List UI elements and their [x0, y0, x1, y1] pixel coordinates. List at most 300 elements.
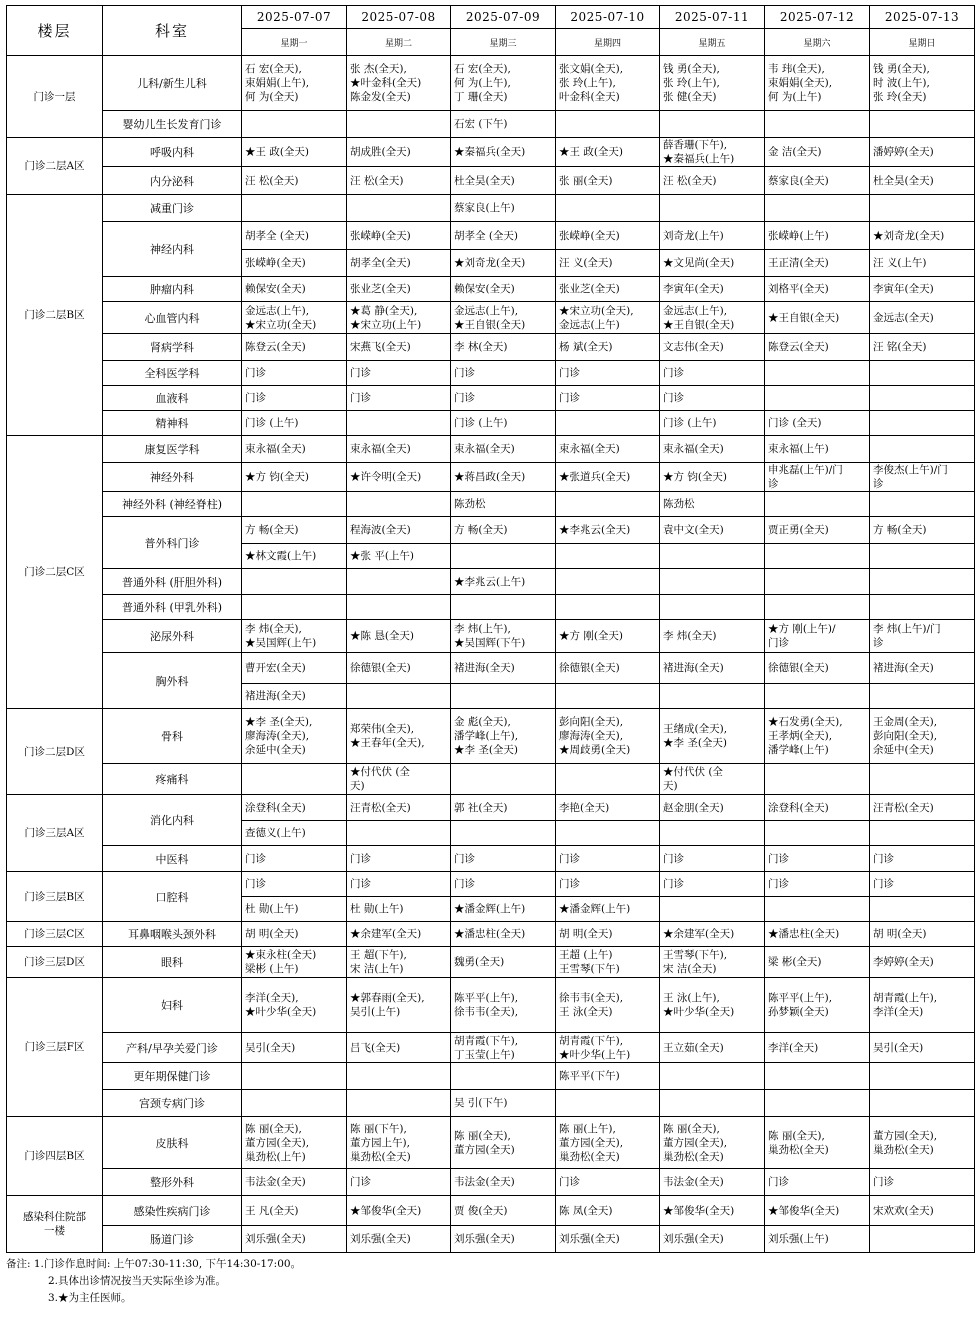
- doctor-cell: 汪 铭(全天): [870, 334, 975, 361]
- table-row: [7, 277, 975, 302]
- dept-cell: 内分泌科: [103, 167, 242, 195]
- doctor-cell: 陈登云(全天): [765, 334, 870, 361]
- doctor-cell: 门诊: [451, 386, 556, 411]
- doctor-cell: [870, 436, 975, 463]
- doctor-cell: 潘婷婷(全天): [870, 138, 975, 167]
- doctor-cell: 张业芝(全天): [556, 277, 660, 302]
- dept-cell: 肿瘤内科: [103, 277, 242, 302]
- floor-cell: 门诊三层C区: [7, 922, 103, 947]
- doctor-cell: 韦法金(全天): [660, 1169, 765, 1196]
- table-row: [7, 1033, 975, 1063]
- floor-cell: 门诊三层B区: [7, 872, 103, 922]
- dept-cell: 减重门诊: [103, 195, 242, 222]
- table-row: [7, 709, 975, 764]
- doctor-cell: [870, 764, 975, 795]
- doctor-cell: [347, 595, 451, 620]
- doctor-cell: 褚进海(全天): [242, 684, 347, 709]
- weekday-header: 星期一: [242, 29, 347, 56]
- dept-cell: 更年期保健门诊: [103, 1063, 242, 1090]
- doctor-cell: 李 炜(全天), ★吴国辉(上午): [242, 620, 347, 653]
- table-row: [7, 436, 975, 463]
- doctor-cell: [451, 1063, 556, 1090]
- doctor-cell: 吴引(全天): [870, 1033, 975, 1063]
- doctor-cell: 门诊 (上午): [242, 411, 347, 436]
- doctor-cell: ★邹俊华(全天): [347, 1196, 451, 1226]
- doctor-cell: [556, 111, 660, 138]
- doctor-cell: [242, 195, 347, 222]
- doctor-cell: 汪青松(全天): [870, 795, 975, 821]
- doctor-cell: 李寅年(全天): [660, 277, 765, 302]
- dept-cell: 婴幼儿生长发育门诊: [103, 111, 242, 138]
- doctor-cell: 陈 丽(全天), 董方园(全天), 巢劲松(上午): [242, 1117, 347, 1169]
- doctor-cell: 金远志(上午), ★宋立功(全天): [242, 302, 347, 334]
- dept-cell: 肾病学科: [103, 334, 242, 361]
- doctor-cell: 刘乐强(全天): [347, 1226, 451, 1253]
- doctor-cell: 门诊: [556, 872, 660, 897]
- doctor-cell: [347, 684, 451, 709]
- doctor-cell: 门诊 (全天): [765, 411, 870, 436]
- doctor-cell: 胡 明(全天): [556, 922, 660, 947]
- doctor-cell: 汪 义(全天): [556, 250, 660, 277]
- doctor-cell: ★李兆云(上午): [451, 569, 556, 595]
- doctor-cell: 门诊: [242, 872, 347, 897]
- table-row: [7, 846, 975, 872]
- doctor-cell: 汪 松(全天): [660, 167, 765, 195]
- doctor-cell: ★刘奇龙(全天): [870, 222, 975, 250]
- date-header: 2025-07-12: [765, 6, 870, 29]
- doctor-cell: [242, 492, 347, 517]
- doctor-cell: [660, 569, 765, 595]
- doctor-cell: 门诊: [556, 1169, 660, 1196]
- dept-cell: 口腔科: [103, 872, 242, 922]
- doctor-cell: 陈劲松: [451, 492, 556, 517]
- doctor-cell: 陈劲松: [660, 492, 765, 517]
- dept-cell: 耳鼻咽喉头颈外科: [103, 922, 242, 947]
- doctor-cell: 薛香珊(下午), ★秦福兵(上午): [660, 138, 765, 167]
- doctor-cell: 董方园(全天), 巢劲松(全天): [870, 1117, 975, 1169]
- doctor-cell: 李 炜(上午)/门 诊: [870, 620, 975, 653]
- dept-cell: 普通外科 (肝胆外科): [103, 569, 242, 595]
- doctor-cell: 褚进海(全天): [451, 653, 556, 684]
- doctor-cell: [765, 544, 870, 569]
- doctor-cell: 门诊: [242, 846, 347, 872]
- doctor-cell: 门诊 (上午): [660, 411, 765, 436]
- dept-cell: 儿科/新生儿科: [103, 56, 242, 111]
- doctor-cell: [556, 492, 660, 517]
- doctor-cell: 门诊: [660, 361, 765, 386]
- doctor-cell: 束永福(全天): [451, 436, 556, 463]
- doctor-cell: 束永福(全天): [242, 436, 347, 463]
- doctor-cell: 束永福(全天): [556, 436, 660, 463]
- doctor-cell: ★方 刚(全天): [556, 620, 660, 653]
- doctor-cell: [660, 111, 765, 138]
- table-row: [7, 111, 975, 138]
- doctor-cell: 张业芝(全天): [347, 277, 451, 302]
- doctor-cell: [765, 764, 870, 795]
- doctor-cell: [765, 111, 870, 138]
- floor-cell: 门诊二层A区: [7, 138, 103, 195]
- floor-cell: 门诊三层F区: [7, 978, 103, 1117]
- doctor-cell: ★邹俊华(全天): [660, 1196, 765, 1226]
- table-row: [7, 517, 975, 544]
- floor-cell: 门诊二层B区: [7, 195, 103, 436]
- doctor-cell: [870, 1226, 975, 1253]
- doctor-cell: 门诊: [451, 872, 556, 897]
- doctor-cell: [660, 544, 765, 569]
- floor-cell: 门诊三层D区: [7, 947, 103, 978]
- doctor-cell: 杜全昊(全天): [451, 167, 556, 195]
- doctor-cell: 胡青霞(下午), 丁玉莹(上午): [451, 1033, 556, 1063]
- doctor-cell: [451, 684, 556, 709]
- doctor-cell: 汪 松(全天): [242, 167, 347, 195]
- dept-cell: 精神科: [103, 411, 242, 436]
- table-row: [7, 872, 975, 897]
- doctor-cell: 王金周(全天), 彭向阳(全天), 余延中(全天): [870, 709, 975, 764]
- doctor-cell: ★余建军(全天): [347, 922, 451, 947]
- weekday-header: 星期四: [556, 29, 660, 56]
- doctor-cell: ★束永柱(全天) 梁彬 (上午): [242, 947, 347, 978]
- doctor-cell: 陈 丽(全天), 董方园(全天), 巢劲松(全天): [660, 1117, 765, 1169]
- doctor-cell: [870, 195, 975, 222]
- doctor-cell: 金远志(上午), ★王自银(全天): [660, 302, 765, 334]
- doctor-cell: 张文娟(全天), 张 玲(上午), 叶金科(全天): [556, 56, 660, 111]
- doctor-cell: 赖保安(全天): [451, 277, 556, 302]
- doctor-cell: 王绪成(全天), ★李 圣(全天): [660, 709, 765, 764]
- dept-cell: 骨科: [103, 709, 242, 764]
- doctor-cell: [556, 195, 660, 222]
- weekday-header: 星期五: [660, 29, 765, 56]
- doctor-cell: [347, 411, 451, 436]
- weekday-header: 星期三: [451, 29, 556, 56]
- doctor-cell: 金远志(上午), ★王自银(全天): [451, 302, 556, 334]
- doctor-cell: 陈平平(上午), 孙梦颖(全天): [765, 978, 870, 1033]
- doctor-cell: [347, 569, 451, 595]
- doctor-cell: [870, 821, 975, 846]
- note-line: 3.★为主任医师。: [48, 1292, 132, 1304]
- doctor-cell: 方 畅(全天): [870, 517, 975, 544]
- doctor-cell: ★秦福兵(全天): [451, 138, 556, 167]
- doctor-cell: 曹开宏(全天): [242, 653, 347, 684]
- doctor-cell: [451, 821, 556, 846]
- doctor-cell: ★石发勇(全天), 王孝炳(全天), 潘学峰(上午): [765, 709, 870, 764]
- doctor-cell: ★宋立功(全天), 金远志(上午): [556, 302, 660, 334]
- doctor-cell: ★蒋昌政(全天): [451, 463, 556, 492]
- doctor-cell: 汪 义(上午): [870, 250, 975, 277]
- doctor-cell: [870, 544, 975, 569]
- date-header: 2025-07-13: [870, 6, 975, 29]
- doctor-cell: 蔡家良(上午): [451, 195, 556, 222]
- doctor-cell: 贾正勇(全天): [765, 517, 870, 544]
- doctor-cell: 吴引(全天): [242, 1033, 347, 1063]
- doctor-cell: [765, 684, 870, 709]
- doctor-cell: 门诊: [556, 361, 660, 386]
- dept-cell: 疼痛科: [103, 764, 242, 795]
- doctor-cell: 刘乐强(上午): [765, 1226, 870, 1253]
- weekday-header: 星期二: [347, 29, 451, 56]
- doctor-cell: 郑荣伟(全天), ★王春年(全天),: [347, 709, 451, 764]
- doctor-cell: 宋欢欢(全天): [870, 1196, 975, 1226]
- dept-cell: 产科/早孕关爱门诊: [103, 1033, 242, 1063]
- doctor-cell: [347, 195, 451, 222]
- floor-cell: 门诊三层A区: [7, 795, 103, 872]
- dept-cell: 妇科: [103, 978, 242, 1033]
- doctor-cell: [870, 386, 975, 411]
- doctor-cell: [556, 595, 660, 620]
- doctor-cell: 门诊: [451, 361, 556, 386]
- dept-cell: 普通外科 (甲乳外科): [103, 595, 242, 620]
- doctor-cell: [347, 492, 451, 517]
- table-row: [7, 795, 975, 821]
- doctor-cell: ★李 圣(全天), 廖海涛(全天), 余延中(全天): [242, 709, 347, 764]
- doctor-cell: 彭向阳(全天), 廖海涛(全天), ★周歧勇(全天): [556, 709, 660, 764]
- table-row: [7, 222, 975, 250]
- doctor-cell: ★刘奇龙(全天): [451, 250, 556, 277]
- doctor-cell: 门诊: [765, 872, 870, 897]
- table-row: [7, 1063, 975, 1090]
- dept-cell: 胸外科: [103, 653, 242, 709]
- doctor-cell: 刘乐强(全天): [556, 1226, 660, 1253]
- doctor-cell: 陈 丽(上午), 董方园(全天), 巢劲松(全天): [556, 1117, 660, 1169]
- doctor-cell: 钱 勇(全天), 张 玲(上午), 张 健(全天): [660, 56, 765, 111]
- doctor-cell: [347, 1063, 451, 1090]
- table-row: [7, 1169, 975, 1196]
- doctor-cell: 涂登科(全天): [242, 795, 347, 821]
- doctor-cell: 门诊: [347, 386, 451, 411]
- dept-cell: 普外科门诊: [103, 517, 242, 569]
- doctor-cell: [556, 569, 660, 595]
- note-line: 2.具体出诊情况按当天实际坐诊为准。: [48, 1275, 227, 1287]
- doctor-cell: 梁 彬(全天): [765, 947, 870, 978]
- table-row: [7, 167, 975, 195]
- doctor-cell: 刘乐强(全天): [451, 1226, 556, 1253]
- table-row: [7, 569, 975, 595]
- doctor-cell: 王 凡(全天): [242, 1196, 347, 1226]
- doctor-cell: 汪 松(全天): [347, 167, 451, 195]
- doctor-cell: 徐德银(全天): [765, 653, 870, 684]
- doctor-cell: 赖保安(全天): [242, 277, 347, 302]
- doctor-cell: [347, 821, 451, 846]
- doctor-cell: ★方 刚(上午)/ 门诊: [765, 620, 870, 653]
- doctor-cell: 王超 (上午) 王雪琴(下午): [556, 947, 660, 978]
- doctor-cell: 查德义(上午): [242, 821, 347, 846]
- notes: [6, 1256, 301, 1307]
- dept-cell: 整形外科: [103, 1169, 242, 1196]
- date-header: 2025-07-07: [242, 6, 347, 29]
- doctor-cell: 徐韦韦(全天), 王 泳(全天): [556, 978, 660, 1033]
- floor-cell: 门诊二层C区: [7, 436, 103, 709]
- doctor-cell: 王 泳(上午), ★叶少华(全天): [660, 978, 765, 1033]
- doctor-cell: ★许令明(全天): [347, 463, 451, 492]
- doctor-cell: [660, 897, 765, 922]
- table-row: [7, 386, 975, 411]
- doctor-cell: 张嵘峥(上午): [765, 222, 870, 250]
- doctor-cell: [556, 544, 660, 569]
- doctor-cell: [242, 595, 347, 620]
- doctor-cell: ★王自银(全天): [765, 302, 870, 334]
- doctor-cell: 门诊: [556, 846, 660, 872]
- doctor-cell: 束永福(全天): [347, 436, 451, 463]
- doctor-cell: 门诊: [242, 361, 347, 386]
- doctor-cell: 王 超(下午), 宋 洁(上午): [347, 947, 451, 978]
- doctor-cell: ★郭春雨(全天), 吴引(上午): [347, 978, 451, 1033]
- doctor-cell: 郭 社(全天): [451, 795, 556, 821]
- table-row: [7, 653, 975, 684]
- doctor-cell: ★邹俊华(全天): [765, 1196, 870, 1226]
- doctor-cell: [870, 492, 975, 517]
- doctor-cell: [765, 386, 870, 411]
- doctor-cell: ★陈 恳(全天): [347, 620, 451, 653]
- date-header: 2025-07-09: [451, 6, 556, 29]
- table-row: [7, 138, 975, 167]
- date-header: 2025-07-08: [347, 6, 451, 29]
- schedule-table: [6, 5, 975, 1253]
- doctor-cell: 张嵘峥(全天): [556, 222, 660, 250]
- doctor-cell: [765, 361, 870, 386]
- floor-cell: 门诊四层B区: [7, 1117, 103, 1196]
- doctor-cell: 陈 丽(下午), 董方园上午), 巢劲松(全天): [347, 1117, 451, 1169]
- doctor-cell: 金 彪(全天), 潘学峰(上午), ★李 圣(全天): [451, 709, 556, 764]
- doctor-cell: 王正清(全天): [765, 250, 870, 277]
- dept-header: 科室: [103, 6, 242, 56]
- date-header: 2025-07-10: [556, 6, 660, 29]
- table-row: [7, 56, 975, 111]
- doctor-cell: [870, 684, 975, 709]
- doctor-cell: 文志伟(全天): [660, 334, 765, 361]
- doctor-cell: 门诊: [660, 386, 765, 411]
- doctor-cell: 陈登云(全天): [242, 334, 347, 361]
- doctor-cell: 金 洁(全天): [765, 138, 870, 167]
- doctor-cell: 赵金朋(全天): [660, 795, 765, 821]
- doctor-cell: [870, 111, 975, 138]
- doctor-cell: 袁中文(全天): [660, 517, 765, 544]
- doctor-cell: 石宏 (下午): [451, 111, 556, 138]
- doctor-cell: 门诊: [765, 1169, 870, 1196]
- note-line: 备注: 1.门诊作息时间: 上午07:30-11:30, 下午14:30-17:00。: [6, 1258, 302, 1270]
- doctor-cell: 门诊: [870, 872, 975, 897]
- doctor-cell: 门诊: [660, 872, 765, 897]
- doctor-cell: 方 畅(全天): [451, 517, 556, 544]
- doctor-cell: [870, 595, 975, 620]
- doctor-cell: 胡 明(全天): [870, 922, 975, 947]
- doctor-cell: 程海波(全天): [347, 517, 451, 544]
- doctor-cell: 门诊: [870, 846, 975, 872]
- dept-cell: 宫颈专病门诊: [103, 1090, 242, 1117]
- schedule-body: [7, 56, 975, 1253]
- doctor-cell: [556, 411, 660, 436]
- doctor-cell: ★方 钧(全天): [660, 463, 765, 492]
- dept-cell: 中医科: [103, 846, 242, 872]
- doctor-cell: 束永福(全天): [660, 436, 765, 463]
- doctor-cell: 张嵘峥(全天): [347, 222, 451, 250]
- doctor-cell: [242, 111, 347, 138]
- doctor-cell: 宋燕飞(全天): [347, 334, 451, 361]
- floor-cell: 门诊二层D区: [7, 709, 103, 795]
- doctor-cell: [347, 111, 451, 138]
- doctor-cell: [870, 1063, 975, 1090]
- doctor-cell: 陈平平(下午): [556, 1063, 660, 1090]
- doctor-cell: 束永福(上午): [765, 436, 870, 463]
- doctor-cell: [765, 897, 870, 922]
- schedule-container: [6, 5, 975, 1253]
- doctor-cell: 汪青松(全天): [347, 795, 451, 821]
- table-row: [7, 1117, 975, 1169]
- doctor-cell: ★潘金辉(上午): [556, 897, 660, 922]
- dept-cell: 全科医学科: [103, 361, 242, 386]
- doctor-cell: 门诊: [347, 872, 451, 897]
- dept-cell: 感染性疾病门诊: [103, 1196, 242, 1226]
- doctor-cell: ★张 平(上午): [347, 544, 451, 569]
- doctor-cell: 石 宏(全天), 何 为(上午), 丁 珊(全天): [451, 56, 556, 111]
- doctor-cell: 韦 玮(全天), 束娟娟(全天), 何 为(上午): [765, 56, 870, 111]
- dept-cell: 血液科: [103, 386, 242, 411]
- doctor-cell: 李寅年(全天): [870, 277, 975, 302]
- doctor-cell: 李俊杰(上午)/门 诊: [870, 463, 975, 492]
- doctor-cell: [660, 1090, 765, 1117]
- doctor-cell: 钱 勇(全天), 时 波(上午), 张 玲(全天): [870, 56, 975, 111]
- table-row: [7, 195, 975, 222]
- doctor-cell: 张 杰(全天), ★叶金科(全天) 陈金发(全天): [347, 56, 451, 111]
- dept-cell: 皮肤科: [103, 1117, 242, 1169]
- dept-cell: 消化内科: [103, 795, 242, 846]
- doctor-cell: 门诊: [347, 1169, 451, 1196]
- doctor-cell: 门诊: [451, 846, 556, 872]
- doctor-cell: 涂登科(全天): [765, 795, 870, 821]
- doctor-cell: ★潘忠柱(全天): [765, 922, 870, 947]
- doctor-cell: 徐德银(全天): [556, 653, 660, 684]
- doctor-cell: [765, 821, 870, 846]
- doctor-cell: 杜 勋(上午): [242, 897, 347, 922]
- doctor-cell: 胡孝全(全天): [347, 250, 451, 277]
- weekday-header: 星期日: [870, 29, 975, 56]
- doctor-cell: 李洋(全天), ★叶少华(全天): [242, 978, 347, 1033]
- date-header: 2025-07-11: [660, 6, 765, 29]
- table-row: [7, 334, 975, 361]
- dept-cell: 呼吸内科: [103, 138, 242, 167]
- table-row: [7, 922, 975, 947]
- doctor-cell: [765, 492, 870, 517]
- dept-cell: 神经外科: [103, 463, 242, 492]
- table-row: [7, 1226, 975, 1253]
- doctor-cell: 杨 斌(全天): [556, 334, 660, 361]
- doctor-cell: 胡青霞(上午), 李洋(全天): [870, 978, 975, 1033]
- doctor-cell: 胡孝全 (全天): [242, 222, 347, 250]
- doctor-cell: [660, 195, 765, 222]
- doctor-cell: 刘乐强(全天): [242, 1226, 347, 1253]
- doctor-cell: 吕飞(全天): [347, 1033, 451, 1063]
- doctor-cell: [556, 1090, 660, 1117]
- doctor-cell: [451, 544, 556, 569]
- floor-cell: 门诊一层: [7, 56, 103, 138]
- doctor-cell: 王立茹(全天): [660, 1033, 765, 1063]
- doctor-cell: 李洋(全天): [765, 1033, 870, 1063]
- doctor-cell: [556, 821, 660, 846]
- doctor-cell: 门诊: [660, 846, 765, 872]
- dept-cell: 康复医学科: [103, 436, 242, 463]
- doctor-cell: ★王 政(全天): [242, 138, 347, 167]
- doctor-cell: 陈平平(上午), 徐韦韦(全天),: [451, 978, 556, 1033]
- doctor-cell: [451, 595, 556, 620]
- doctor-cell: [870, 897, 975, 922]
- doctor-cell: 门诊: [242, 386, 347, 411]
- doctor-cell: [660, 821, 765, 846]
- doctor-cell: 贾 俊(全天): [451, 1196, 556, 1226]
- doctor-cell: [556, 684, 660, 709]
- doctor-cell: 金远志(全天): [870, 302, 975, 334]
- doctor-cell: [870, 569, 975, 595]
- doctor-cell: [765, 1063, 870, 1090]
- doctor-cell: 门诊: [556, 386, 660, 411]
- doctor-cell: [451, 764, 556, 795]
